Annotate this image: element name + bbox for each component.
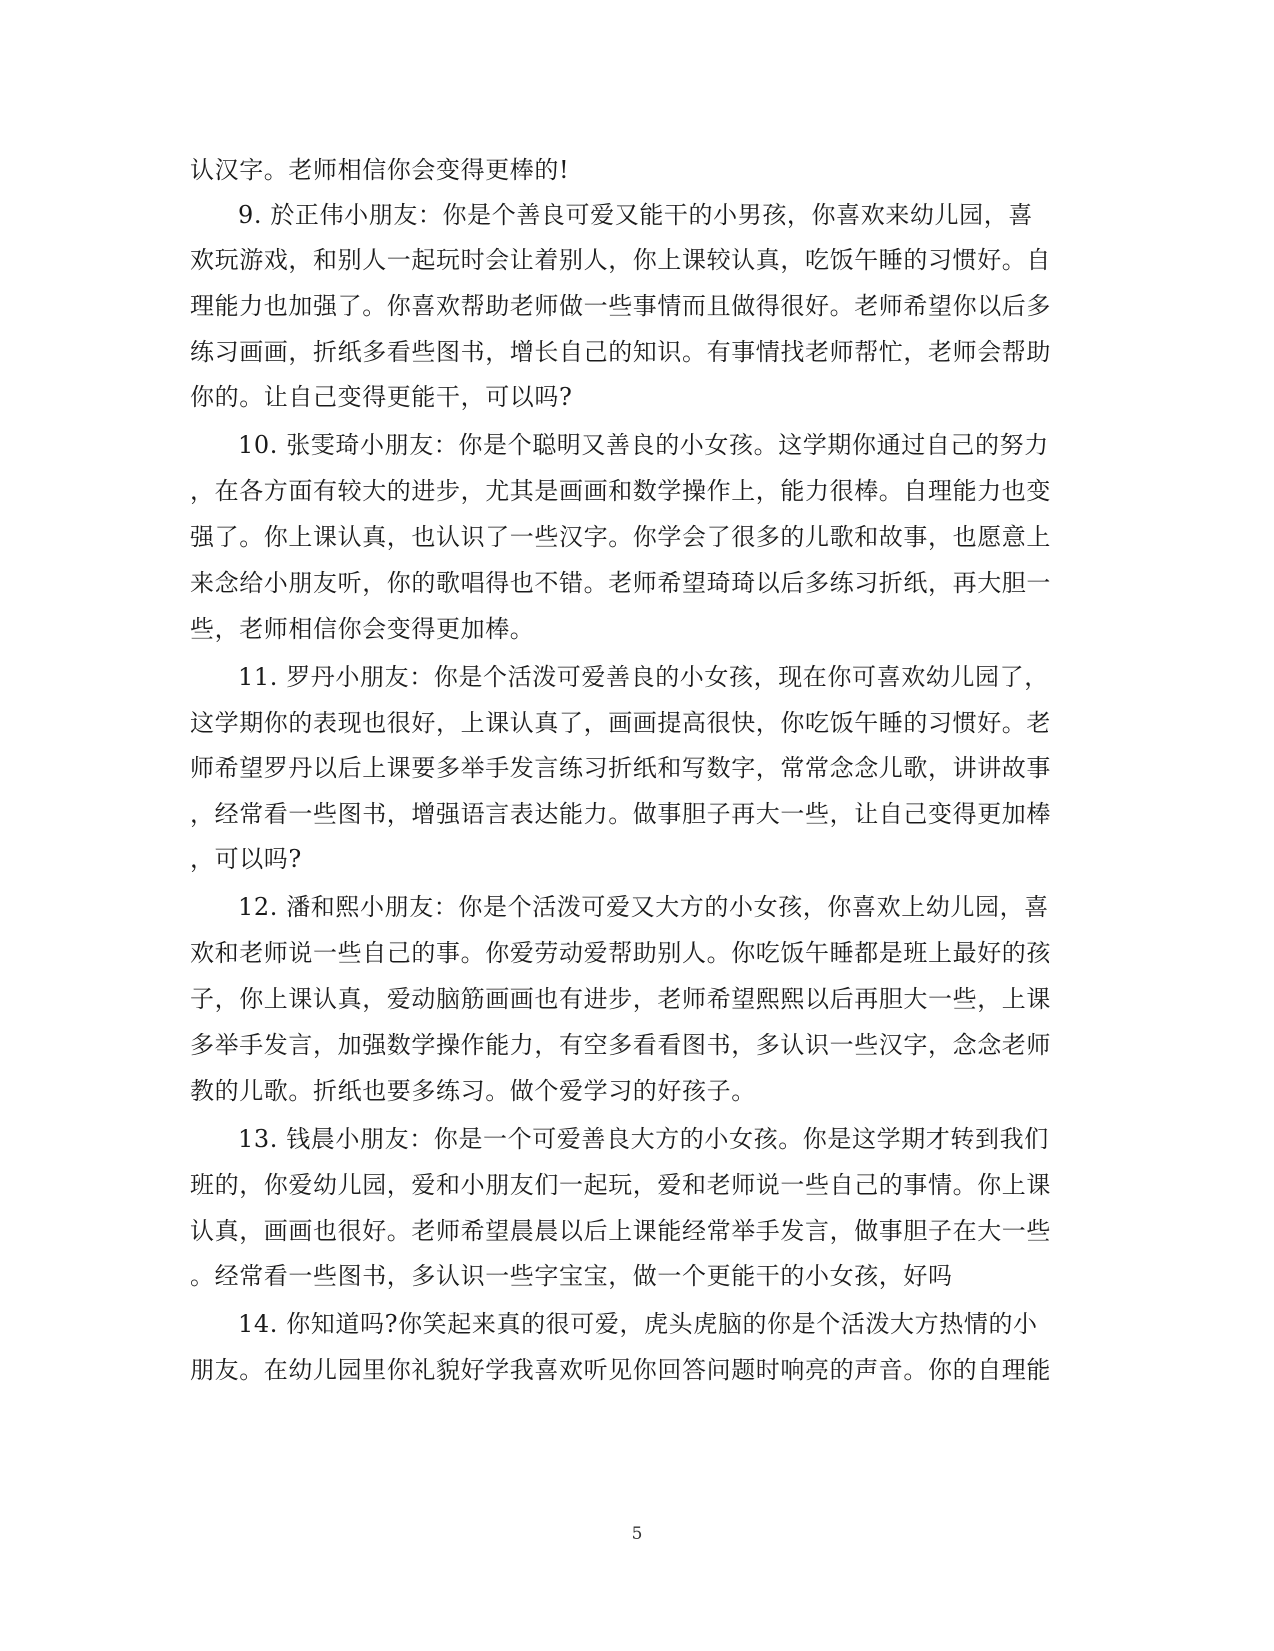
page-number: 5 (631, 1524, 643, 1544)
text-line: 认汉字。老师相信你会变得更棒的! (190, 156, 570, 184)
text-line: 认真，画画也很好。老师希望晨晨以后上课能经常举手发言，做事胆子在大一些 (190, 1217, 1051, 1245)
paragraph-first-line: 12. 潘和熙小朋友：你是个活泼可爱又大方的小女孩，你喜欢上幼儿园，喜 (238, 893, 1049, 921)
text-line: 朋友。在幼儿园里你礼貌好学我喜欢听见你回答问题时响亮的声音。你的自理能 (190, 1356, 1051, 1384)
text-line: ，可以吗? (190, 845, 302, 873)
text-line: 理能力也加强了。你喜欢帮助老师做一些事情而且做得很好。老师希望你以后多 (190, 292, 1051, 320)
paragraph-first-line: 9. 於正伟小朋友：你是个善良可爱又能干的小男孩，你喜欢来幼儿园，喜 (238, 201, 1033, 229)
text-line: 师希望罗丹以后上课要多举手发言练习折纸和写数字，常常念念儿歌，讲讲故事 (190, 754, 1051, 782)
text-line: 子，你上课认真，爱动脑筋画画也有进步，老师希望熙熙以后再胆大一些，上课 (190, 985, 1051, 1013)
text-line: 这学期你的表现也很好，上课认真了，画画提高很快，你吃饭午睡的习惯好。老 (190, 709, 1051, 737)
text-line: 练习画画，折纸多看些图书，增长自己的知识。有事情找老师帮忙，老师会帮助 (190, 338, 1051, 366)
text-line: 教的儿歌。折纸也要多练习。做个爱学习的好孩子。 (190, 1077, 756, 1105)
text-line: 你的。让自己变得更能干，可以吗? (190, 383, 573, 411)
text-line: 多举手发言，加强数学操作能力，有空多看看图书，多认识一些汉字，念念老师 (190, 1031, 1051, 1059)
text-line: ，经常看一些图书，增强语言表达能力。做事胆子再大一些，让自己变得更加棒 (190, 800, 1051, 828)
paragraph-first-line: 11. 罗丹小朋友：你是个活泼可爱善良的小女孩，现在你可喜欢幼儿园了， (238, 663, 1049, 691)
text-line: 强了。你上课认真，也认识了一些汉字。你学会了很多的儿歌和故事，也愿意上 (190, 523, 1051, 551)
text-line: 来念给小朋友听，你的歌唱得也不错。老师希望琦琦以后多练习折纸，再大胆一 (190, 569, 1051, 597)
text-line: 欢玩游戏，和别人一起玩时会让着别人，你上课较认真，吃饭午睡的习惯好。自 (190, 246, 1051, 274)
text-line: 欢和老师说一些自己的事。你爱劳动爱帮助别人。你吃饭午睡都是班上最好的孩 (190, 939, 1051, 967)
paragraph-first-line: 10. 张雯琦小朋友：你是个聪明又善良的小女孩。这学期你通过自己的努力 (238, 431, 1049, 459)
text-line: ，在各方面有较大的进步，尤其是画画和数学操作上，能力很棒。自理能力也变 (190, 477, 1051, 505)
text-line: 些，老师相信你会变得更加棒。 (190, 615, 535, 643)
text-line: 。经常看一些图书，多认识一些字宝宝，做一个更能干的小女孩，好吗 (190, 1262, 953, 1290)
paragraph-first-line: 13. 钱晨小朋友：你是一个可爱善良大方的小女孩。你是这学期才转到我们 (238, 1125, 1049, 1153)
paragraph-first-line: 14. 你知道吗?你笑起来真的很可爱，虎头虎脑的你是个活泼大方热情的小 (238, 1310, 1038, 1338)
text-line: 班的，你爱幼儿园，爱和小朋友们一起玩，爱和老师说一些自己的事情。你上课 (190, 1171, 1051, 1199)
